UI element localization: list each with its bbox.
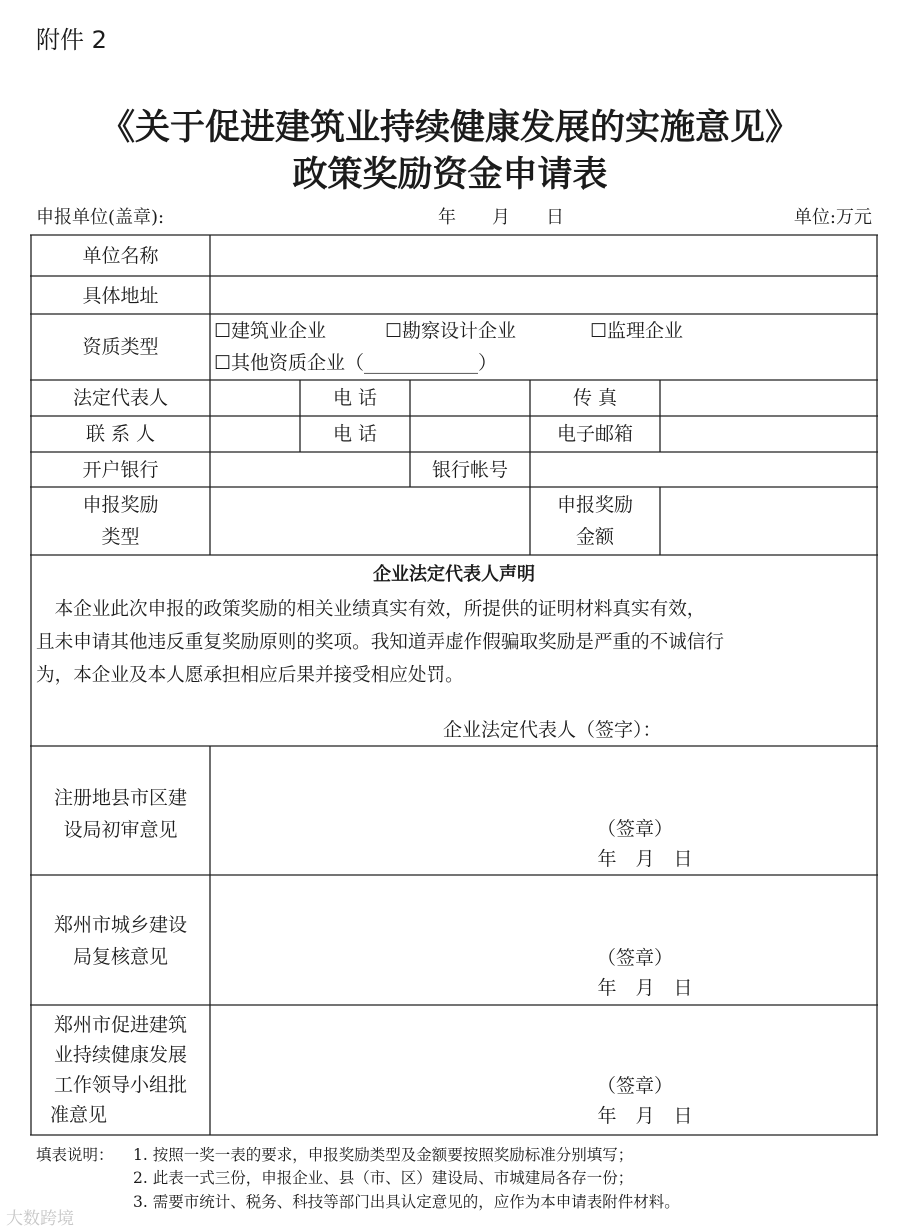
contact-person-label: 联 系 人 bbox=[85, 423, 156, 445]
city-review-label-line2: 局复核意见 bbox=[72, 946, 168, 968]
applicant-label: 申报单位(盖章): bbox=[36, 207, 165, 228]
leading-group-label-line4: 准意见 bbox=[50, 1104, 108, 1126]
unit-label: 单位:万元 bbox=[793, 207, 872, 228]
city-review-label-line1: 郑州市城乡建设 bbox=[53, 914, 187, 936]
declaration-text-line1: 本企业此次申报的政策奖励的相关业绩真实有效，所提供的证明材料真实有效， bbox=[36, 599, 706, 620]
legal-rep-signature-label: 企业法定代表人（签字）： bbox=[443, 719, 662, 741]
instructions-item-1: 1. 按照一奖一表的要求，申报奖励类型及金额要按照奖励标准分别填写； bbox=[133, 1146, 634, 1164]
fax-label: 传 真 bbox=[572, 387, 618, 409]
bank-field[interactable] bbox=[214, 455, 404, 485]
declaration-text-line2: 且未申请其他违反重复奖励原则的奖项。我知道弄虚作假骗取奖励是严重的不诚信行 bbox=[36, 632, 724, 653]
city-review-seal: （签章） bbox=[596, 947, 673, 969]
leading-group-approval-field[interactable] bbox=[214, 1009, 874, 1131]
county-review-date: 年 月 日 bbox=[597, 848, 693, 870]
county-review-opinion-field[interactable] bbox=[214, 750, 874, 872]
city-review-opinion-field[interactable] bbox=[214, 879, 874, 1001]
declaration-title: 企业法定代表人声明 bbox=[373, 564, 535, 585]
unit-name-label: 单位名称 bbox=[82, 245, 159, 267]
award-amount-field[interactable] bbox=[664, 492, 874, 550]
bank-account-field[interactable] bbox=[534, 455, 874, 485]
county-review-label-line1: 注册地县市区建 bbox=[53, 787, 187, 809]
leading-group-label-line1: 郑州市促进建筑 bbox=[53, 1014, 187, 1036]
award-type-label-line1: 申报奖励 bbox=[82, 494, 159, 516]
county-review-seal: （签章） bbox=[596, 818, 673, 840]
instructions-lead: 填表说明： bbox=[36, 1146, 114, 1164]
county-review-label-line2: 设局初审意见 bbox=[63, 819, 178, 841]
city-review-date: 年 月 日 bbox=[597, 977, 693, 999]
instructions-item-2: 2. 此表一式三份，申报企业、县（市、区）建设局、市城建局各存一份； bbox=[133, 1169, 634, 1187]
unit-name-field[interactable] bbox=[214, 239, 874, 275]
award-type-label-line2: 类型 bbox=[101, 526, 140, 548]
checkbox-construction-enterprise[interactable]: ☐建筑业企业 bbox=[214, 320, 327, 342]
contact-person-field[interactable] bbox=[214, 419, 294, 449]
document-title: 《关于促进建筑业持续健康发展的实施意见》 bbox=[99, 108, 800, 148]
checkbox-supervision-enterprise[interactable]: ☐监理企业 bbox=[590, 320, 684, 342]
contact-phone-label: 电 话 bbox=[332, 423, 378, 445]
address-label: 具体地址 bbox=[82, 285, 159, 307]
email-field[interactable] bbox=[664, 419, 874, 449]
legal-representative-label: 法定代表人 bbox=[72, 387, 168, 409]
leading-group-label-line3: 工作领导小组批 bbox=[53, 1074, 187, 1096]
bank-label: 开户银行 bbox=[82, 459, 159, 481]
legal-representative-field[interactable] bbox=[214, 383, 294, 413]
address-field[interactable] bbox=[214, 278, 874, 312]
phone-label: 电 话 bbox=[332, 387, 378, 409]
leading-group-date: 年 月 日 bbox=[597, 1105, 693, 1127]
document-subtitle: 政策奖励资金申请表 bbox=[292, 155, 608, 195]
award-type-field[interactable] bbox=[214, 492, 526, 550]
declaration-text-line3: 为，本企业及本人愿承担相应后果并接受相应处罚。 bbox=[36, 665, 464, 686]
qualification-type-label: 资质类型 bbox=[82, 336, 159, 358]
date-label: 年 月 日 bbox=[438, 207, 564, 228]
leading-group-label-line2: 业持续健康发展 bbox=[53, 1044, 187, 1066]
checkbox-survey-design-enterprise[interactable]: ☐勘察设计企业 bbox=[385, 320, 517, 342]
phone-field[interactable] bbox=[414, 383, 526, 413]
checkbox-other-qualification[interactable]: ☐其他资质企业（____________） bbox=[214, 352, 498, 374]
watermark-logo: 大数跨境 bbox=[6, 1209, 74, 1229]
instructions-item-3: 3. 需要市统计、税务、科技等部门出具认定意见的，应作为本申请表附件材料。 bbox=[133, 1193, 680, 1211]
attachment-label: 附件 2 bbox=[36, 26, 107, 54]
award-amount-label-line2: 金额 bbox=[575, 526, 614, 548]
fax-field[interactable] bbox=[664, 383, 874, 413]
bank-account-label: 银行帐号 bbox=[431, 459, 508, 481]
leading-group-seal: （签章） bbox=[596, 1075, 673, 1097]
award-amount-label-line1: 申报奖励 bbox=[556, 494, 633, 516]
email-label: 电子邮箱 bbox=[556, 423, 633, 445]
contact-phone-field[interactable] bbox=[414, 419, 526, 449]
